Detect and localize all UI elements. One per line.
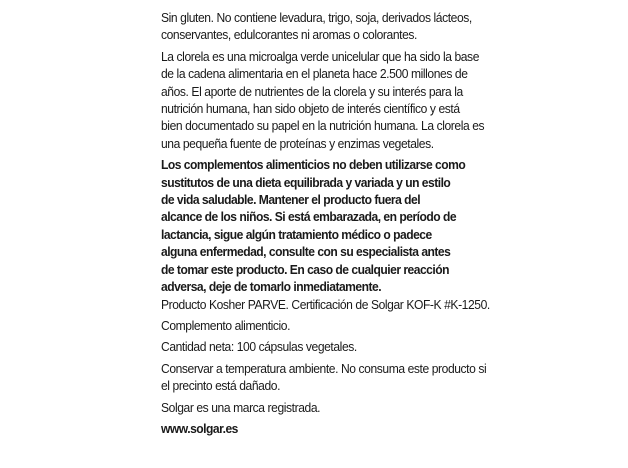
text-line: de la cadena alimentaria en el planeta hace 2.500 millones de bbox=[161, 66, 468, 82]
text-line: La clorela es una microalga verde unicelular que ha sido la base bbox=[161, 48, 480, 64]
text-line: Solgar es una marca registrada. bbox=[161, 399, 321, 415]
paragraph-storage bbox=[161, 360, 487, 395]
text-line: nutrición humana, han sido objeto de interés científico y está bbox=[161, 101, 460, 117]
website-link: www.solgar.es bbox=[161, 420, 238, 436]
text-line: bien documentado su papel en la nutrición humana. La clorela es bbox=[161, 118, 485, 134]
text-line: Sin gluten. No contiene levadura, trigo, soja, derivados lácteos, bbox=[161, 10, 472, 25]
paragraph-supplement bbox=[161, 317, 477, 334]
paragraph-net-quantity bbox=[161, 338, 477, 355]
text-line: alguna enfermedad, consulte con su especialista antes bbox=[161, 244, 451, 260]
text-line: una pequeña fuente de proteínas y enzimas vegetales. bbox=[161, 135, 434, 151]
text-line: años. El aporte de nutrientes de la clorela y su interés para la bbox=[161, 83, 463, 99]
text-line: lactancia, sigue algún tratamiento médico o padece bbox=[161, 226, 432, 242]
text-line: adversa, deje de tomarlo inmediatamente. bbox=[161, 279, 382, 295]
paragraph-chlorella-description bbox=[161, 48, 485, 152]
paragraph-kosher bbox=[161, 296, 490, 313]
text-line: el precinto está dañado. bbox=[161, 378, 281, 394]
paragraph-trademark bbox=[161, 399, 477, 416]
text-line: Complemento alimenticio. bbox=[161, 317, 291, 333]
text-line: Los complementos alimenticios no deben utilizarse como bbox=[161, 157, 466, 173]
paragraph-gluten-free bbox=[161, 9, 477, 44]
paragraph-warning bbox=[161, 156, 477, 295]
text-line: Producto Kosher PARVE. Certificación de Solgar KOF-K #K-1250. bbox=[161, 296, 490, 312]
text-line: de vida saludable. Mantener el producto fuera del bbox=[161, 192, 421, 208]
label-text bbox=[161, 9, 490, 441]
text-line: Conservar a temperatura ambiente. No consuma este producto si bbox=[161, 360, 487, 376]
text-line: de tomar este producto. En caso de cualquier reacción bbox=[161, 261, 449, 277]
text-line: alcance de los niños. Si está embarazada, en período de bbox=[161, 209, 457, 225]
text-line: sustitutos de una dieta equilibrada y variada y un estilo bbox=[161, 174, 451, 190]
text-line: Cantidad neta: 100 cápsulas vegetales. bbox=[161, 339, 357, 355]
paragraph-website bbox=[161, 420, 477, 437]
text-line: conservantes, edulcorantes ni aromas o colorantes. bbox=[161, 27, 417, 43]
